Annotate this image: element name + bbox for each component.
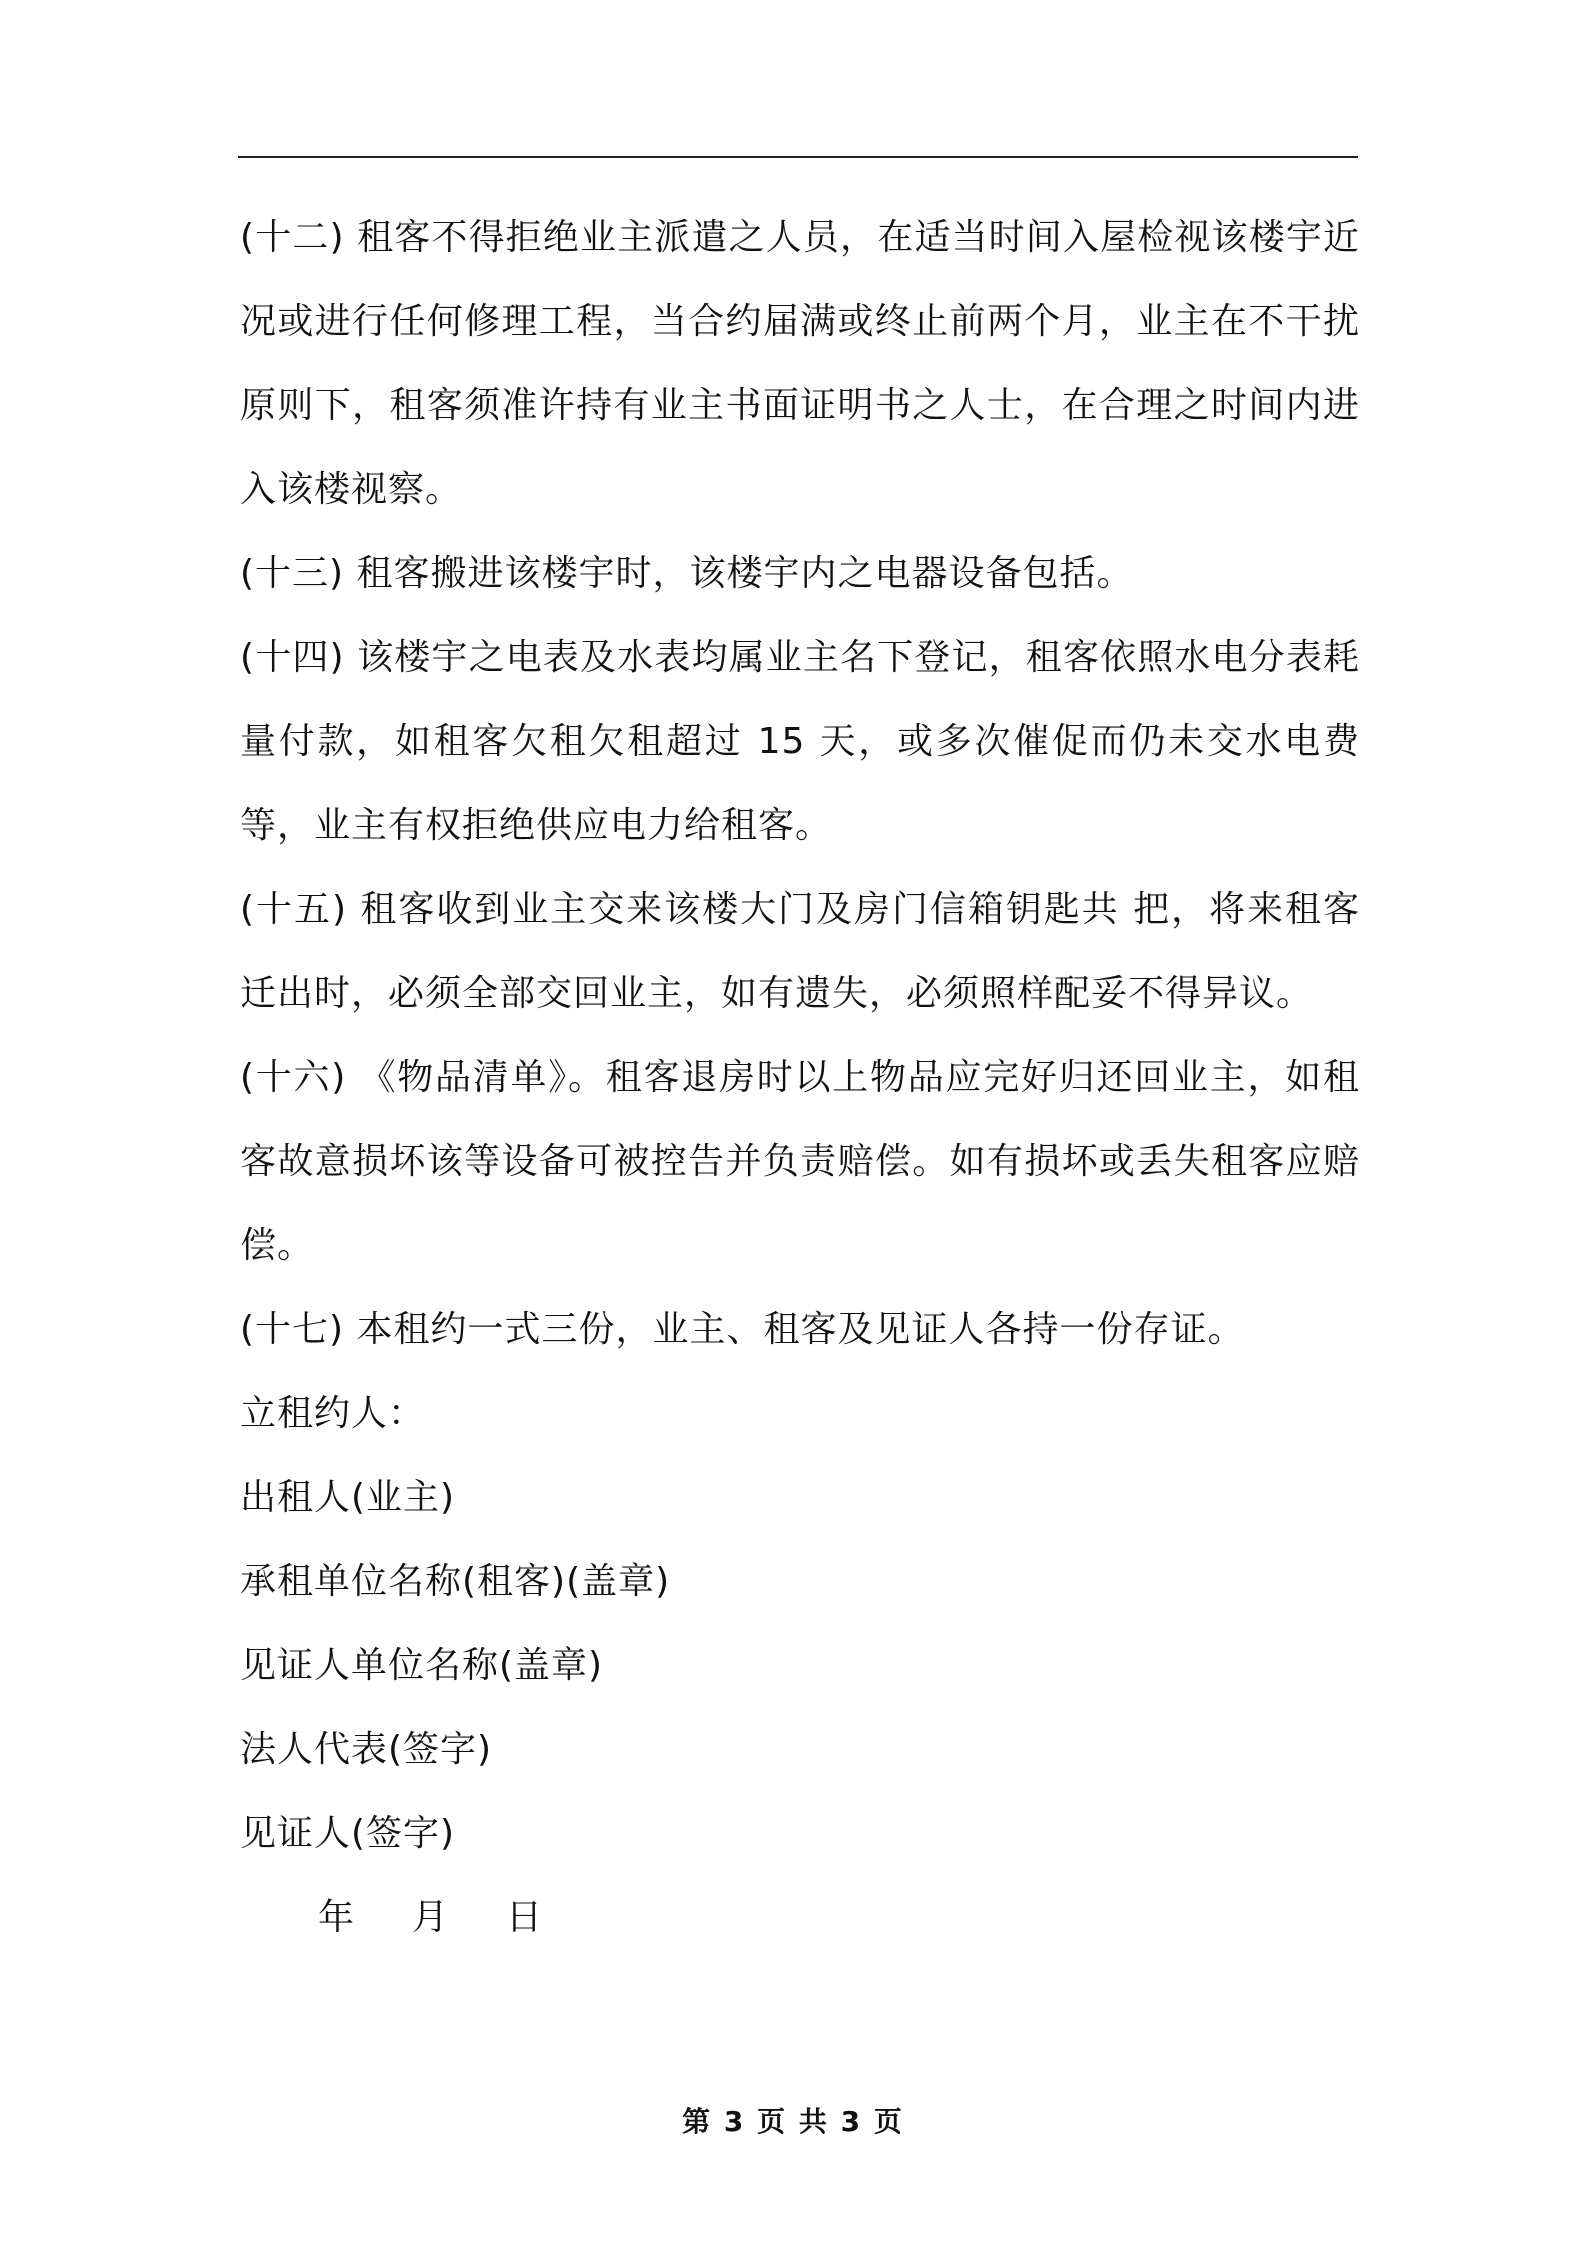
signature-tenant-unit: 承租单位名称(租客)(盖章) (240, 1561, 671, 1602)
clause-16: (十六) 《物品清单》。租客退房时以上物品应完好归还回业主，如租客故意损坏该等设备可被控告并负责赔偿。如有损坏或丢失租客应赔偿。 (240, 1057, 1360, 1266)
clause-12: (十二) 租客不得拒绝业主派遣之人员，在适当时间入屋检视该楼宇近况或进行任何修理工程，当合约届满或终止前两个月，业主在不干扰原则下，租客须准许持有业主书面证明书之人士，在合理之时间内进入该楼视察。 (240, 217, 1360, 510)
signature-witness-unit: 见证人单位名称(盖章) (240, 1645, 604, 1686)
clause-15: (十五) 租客收到业主交来该楼大门及房门信箱钥匙共 把，将来租客迁出时，必须全部交回业主，如有遗失，必须照样配妥不得异议。 (240, 889, 1360, 1014)
clause-13: (十三) 租客搬进该楼宇时，该楼宇内之电器设备包括。 (240, 553, 1134, 594)
signature-legal-rep: 法人代表(签字) (240, 1729, 493, 1770)
signature-landlord: 出租人(业主) (240, 1477, 456, 1518)
date-line (240, 1876, 1360, 1960)
date-day: 日 (506, 1897, 543, 1938)
document-body (240, 196, 1360, 1960)
clause-14: (十四) 该楼宇之电表及水表均属业主名下登记，租客依照水电分表耗量付款，如租客欠租欠租超过 15 天，或多次催促而仍未交水电费等，业主有权拒绝供应电力给租客。 (240, 637, 1360, 846)
signature-title: 立租约人： (240, 1393, 426, 1434)
page-number: 第 3 页 共 3 页 (682, 2105, 904, 2138)
date-month: 月 (412, 1897, 449, 1938)
clause-17: (十七) 本租约一式三份，业主、租客及见证人各持一份存证。 (240, 1309, 1245, 1350)
date-year: 年 (318, 1897, 355, 1938)
signature-witness: 见证人(签字) (240, 1813, 456, 1854)
header-rule (238, 156, 1358, 158)
